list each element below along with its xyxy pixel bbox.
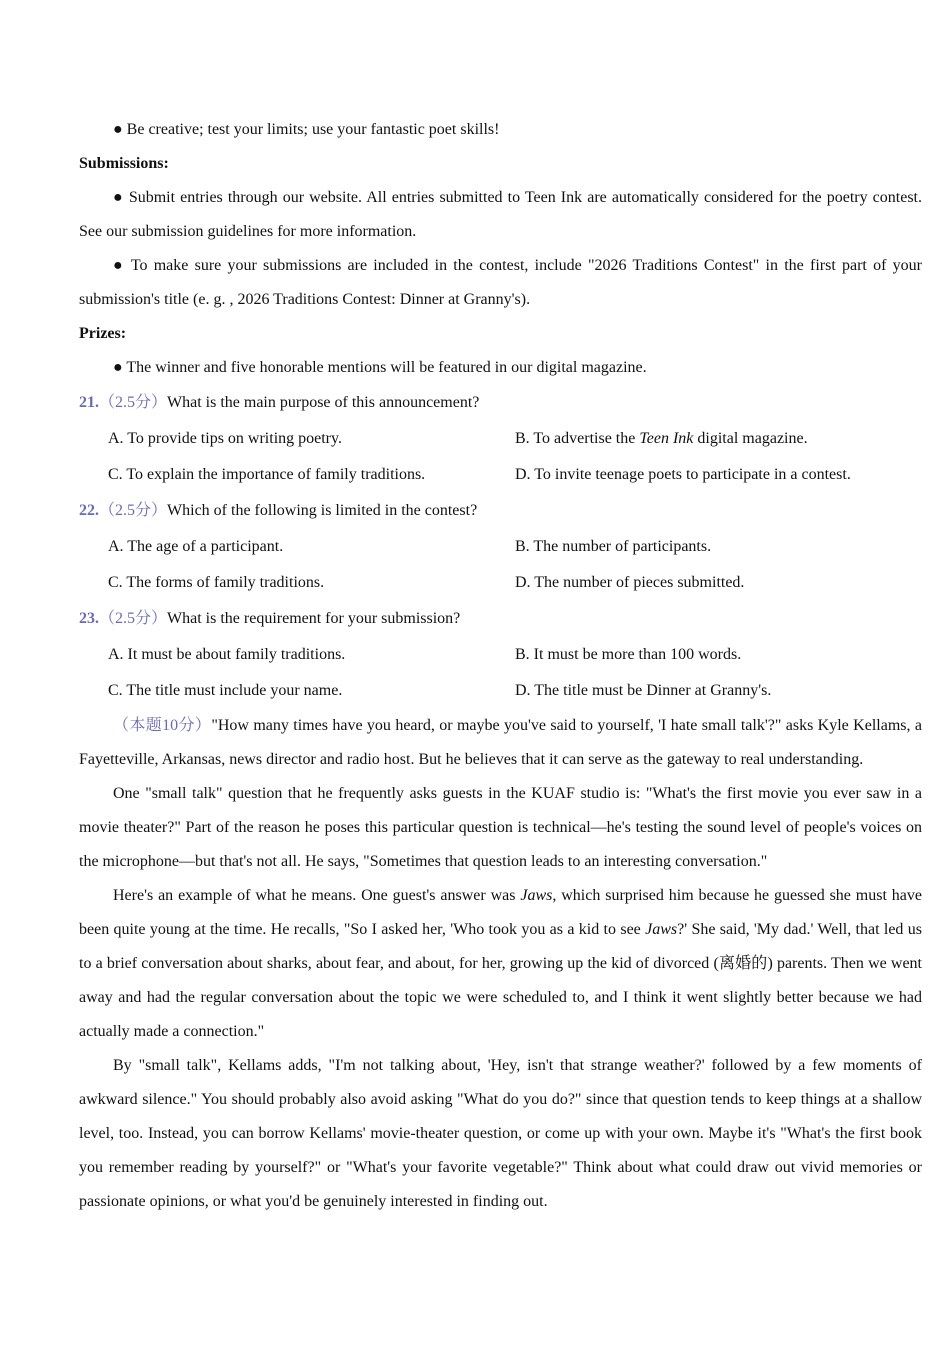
passage-paragraph-4: By "small talk", Kellams adds, "I'm not talking about, 'Hey, isn't that strange weather?' followed by a few moments of awkward silence." You should probably also avoid asking "What do you do?" since that question tends to keep things at a shallow level, too. Instead, you can borrow Kellams' movie-theater question, or come up with your own. Maybe it's "What's the first book you remember reading by yourself?" or "What's your favorite vegetable?" Think about what could draw out vivid memories or passionate opinions, or what you'd be genuinely interested in finding out. <box>79 1057 922 1210</box>
question-22 <box>79 493 922 529</box>
option-b-text-pre: B. To advertise the <box>515 430 640 447</box>
passage-paragraph-3 <box>79 879 922 1049</box>
passage-p3-italic-2: Jaws <box>645 921 678 938</box>
question-points: （2.5分） <box>99 610 168 627</box>
question-text: Which of the following is limited in the contest? <box>167 502 478 519</box>
document-page <box>79 113 922 1219</box>
question-text: What is the main purpose of this announcement? <box>167 394 480 411</box>
submissions-item-1: ● Submit entries through our website. All entries submitted to Teen Ink are automatically considered for the poetry contest. See our submission guidelines for more information. <box>79 189 922 240</box>
option-b[interactable]: B. It must be more than 100 words. <box>515 646 742 663</box>
question-21-options <box>79 421 922 493</box>
option-a[interactable]: A. To provide tips on writing poetry. <box>108 430 342 447</box>
passage-p3-italic-1: Jaws <box>520 887 553 904</box>
passage-p3-text-a: Here's an example of what he means. One guest's answer was <box>113 887 521 904</box>
question-points: （2.5分） <box>99 394 168 411</box>
prizes-heading: Prizes: <box>79 325 127 342</box>
option-c[interactable]: C. To explain the importance of family traditions. <box>108 466 426 483</box>
option-a[interactable]: A. It must be about family traditions. <box>108 646 346 663</box>
question-points: （2.5分） <box>99 502 168 519</box>
question-text: What is the requirement for your submission? <box>167 610 461 627</box>
option-b-italic: Teen Ink <box>639 430 694 447</box>
question-23 <box>79 601 922 637</box>
passage-p3-text-b: , which surprised him because he guessed she must have been quite young at the time. He recalls, "So I asked her, 'Who took you as a kid to see <box>79 887 922 938</box>
passage-paragraph-2: One "small talk" question that he frequently asks guests in the KUAF studio is: "What's the first movie you ever saw in a movie theater?" Part of the reason he poses this particular question is technical—he's testing the sound level of people's voices on the microphone—but that's not all. He says, "Sometimes that question leads to an interesting conversation." <box>79 785 922 870</box>
option-b-text-post: digital magazine. <box>693 430 808 447</box>
option-c[interactable]: C. The forms of family traditions. <box>108 574 325 591</box>
option-b[interactable] <box>515 421 922 457</box>
passage-paragraph-1 <box>79 709 922 777</box>
question-22-options <box>79 529 922 601</box>
submissions-heading: Submissions: <box>79 155 169 172</box>
question-number: 21. <box>79 394 99 411</box>
option-b[interactable]: B. The number of participants. <box>515 538 712 555</box>
submissions-item-2: ● To make sure your submissions are included in the contest, include "2026 Traditions Contest" in the first part of your submission's title (e. g. , 2026 Traditions Contest: Dinner at Granny's). <box>79 257 922 308</box>
bullet-be-creative: ● Be creative; test your limits; use your fantastic poet skills! <box>113 121 500 138</box>
option-d[interactable]: D. To invite teenage poets to participate in a contest. <box>515 466 851 483</box>
section-points-label: （本题10分） <box>113 717 212 734</box>
question-23-options <box>79 637 922 709</box>
option-a[interactable]: A. The age of a participant. <box>108 538 284 555</box>
question-number: 22. <box>79 502 99 519</box>
passage-p3-text-c: ?' She said, 'My dad.' Well, that led us to a brief conversation about sharks, about fear, and about, for her, growing up the kid of divorced (离婚的) parents. Then we went away and had the regular conversation about the topic we were scheduled to, and I think it went slightly better because we had actually made a connection." <box>79 921 922 1040</box>
option-d[interactable]: D. The title must be Dinner at Granny's. <box>515 682 772 699</box>
option-c[interactable]: C. The title must include your name. <box>108 682 343 699</box>
question-21 <box>79 385 922 421</box>
option-d[interactable]: D. The number of pieces submitted. <box>515 574 745 591</box>
prizes-item-1: ● The winner and five honorable mentions will be featured in our digital magazine. <box>113 359 647 376</box>
passage-p1-text: "How many times have you heard, or maybe you've said to yourself, 'I hate small talk'?" asks Kyle Kellams, a Fayetteville, Arkansas, news director and radio host. But he believes that it can serve as the gateway to real understanding. <box>79 717 922 768</box>
question-number: 23. <box>79 610 99 627</box>
